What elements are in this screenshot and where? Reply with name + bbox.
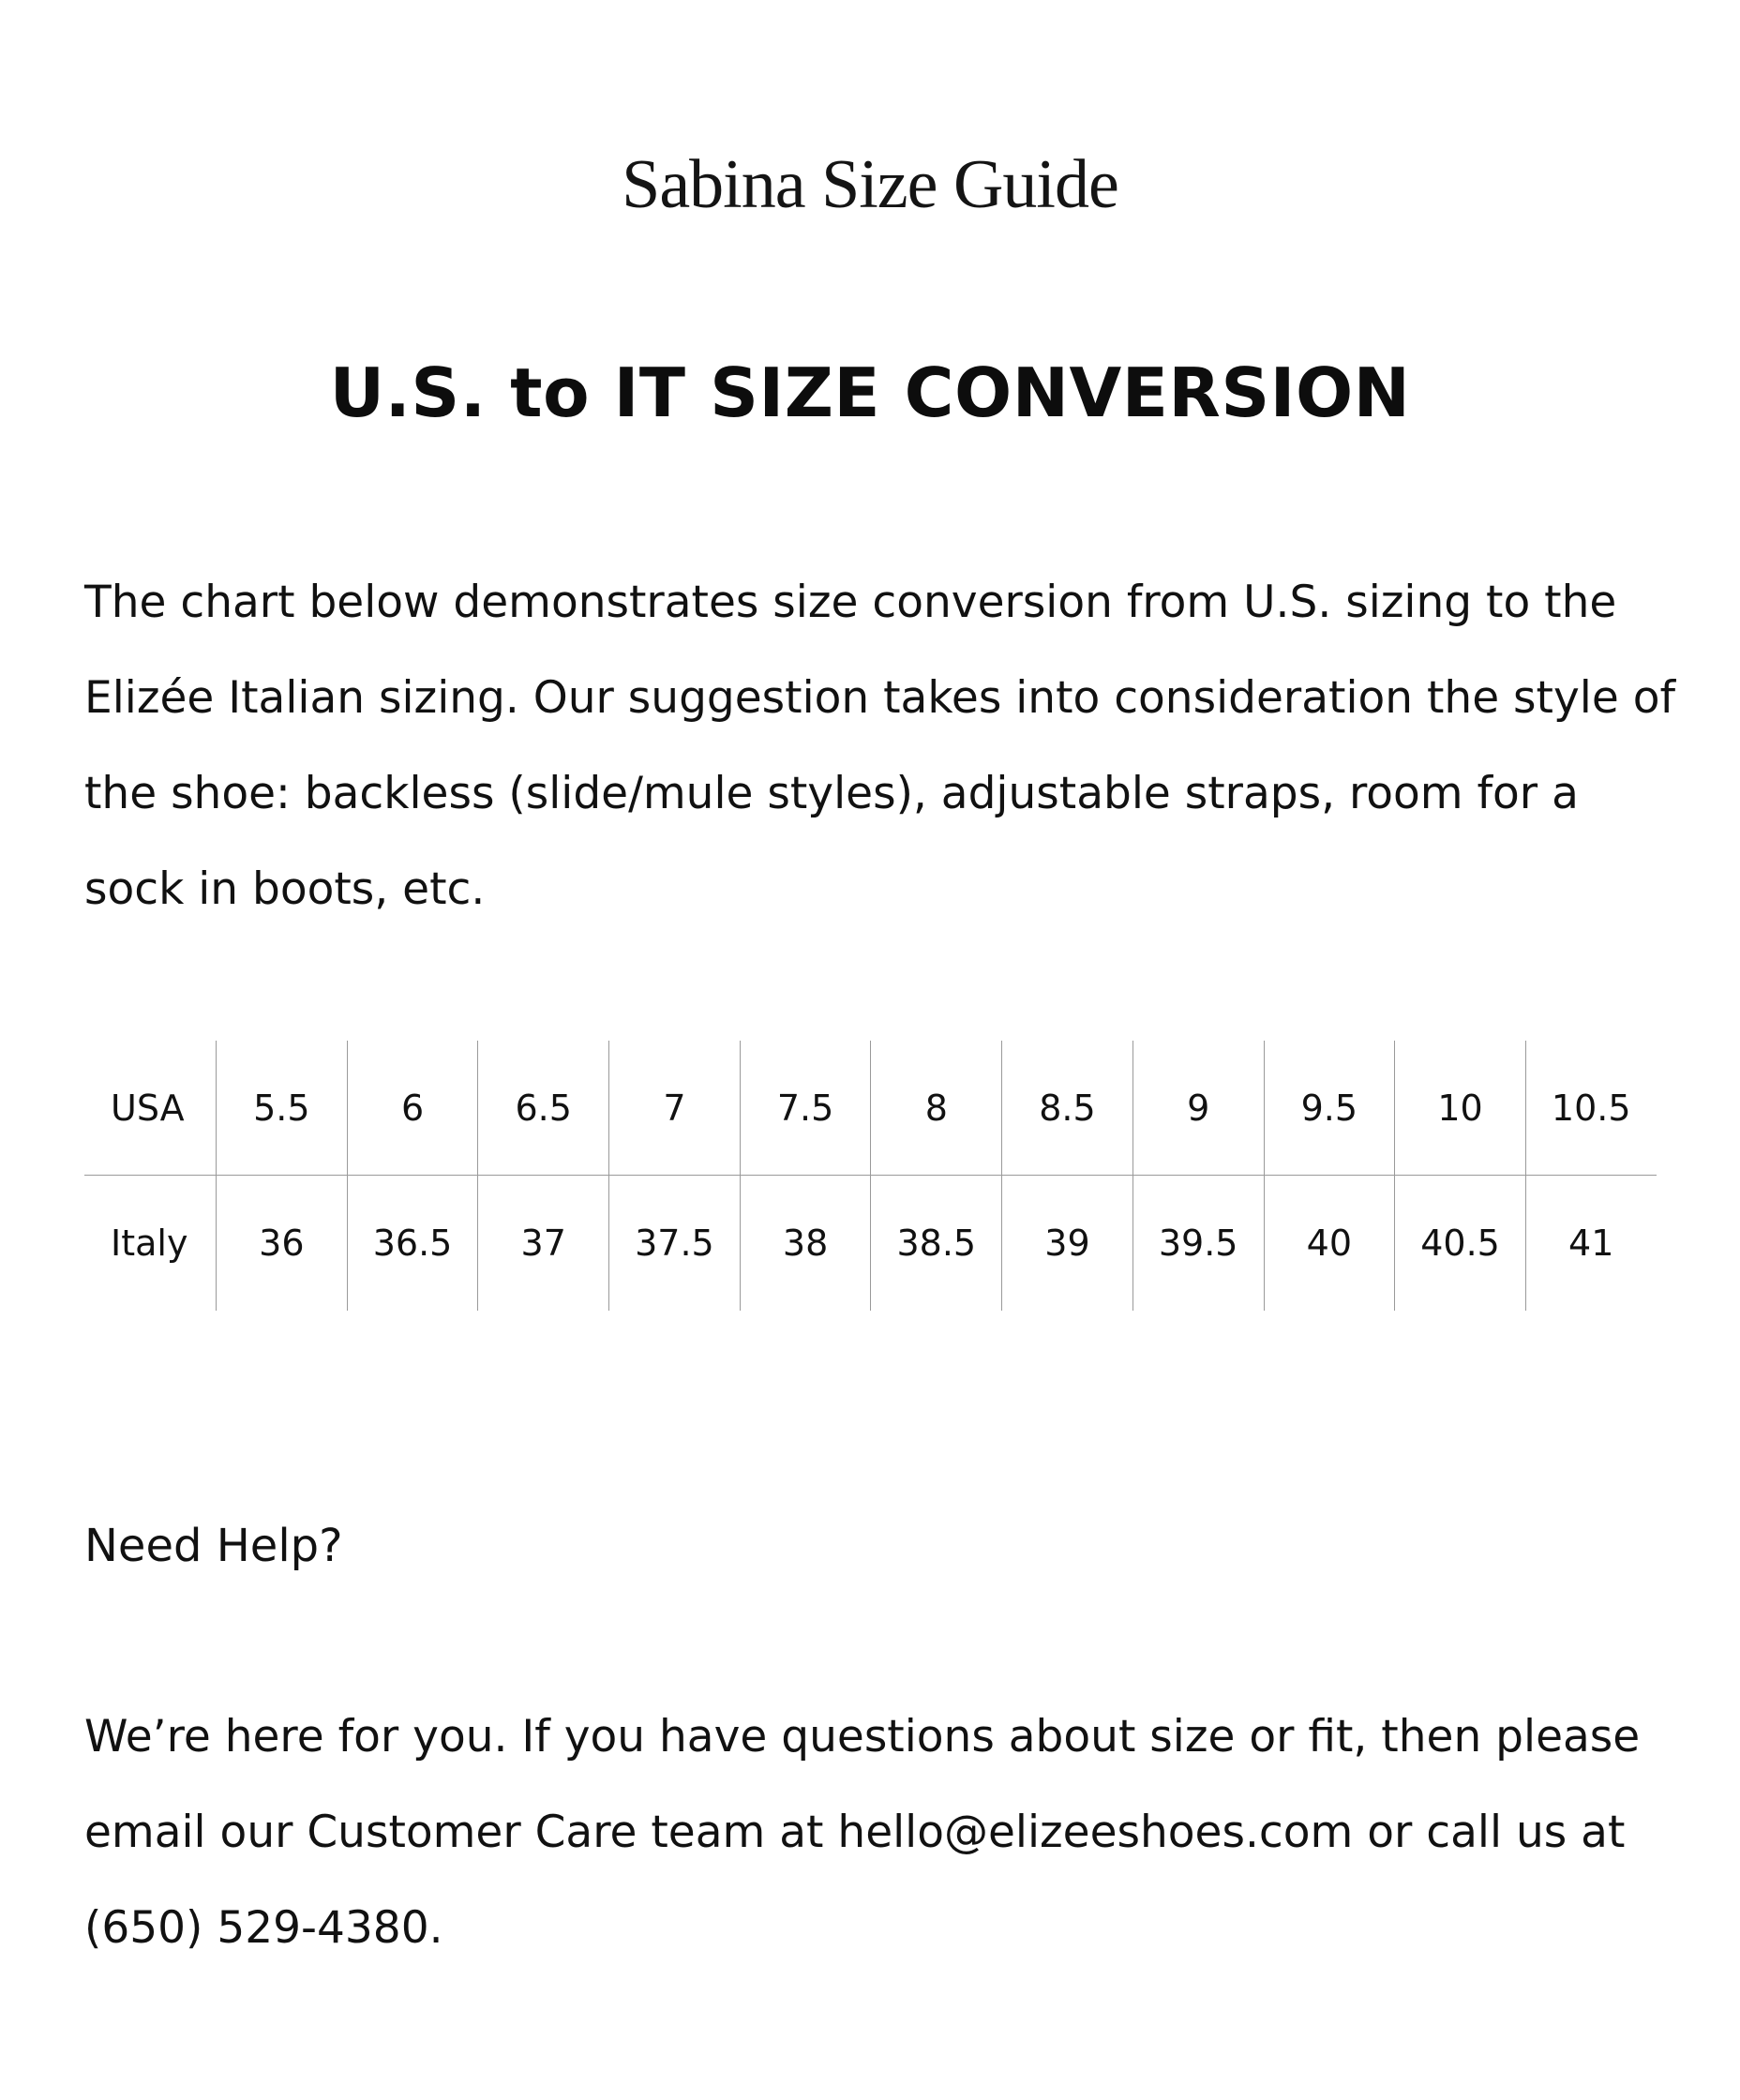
size-conversion-table [84,1041,1657,1311]
help-text-end: . [428,1902,443,1954]
intro-paragraph [84,555,1678,938]
usa-size-cell: 6.5 [477,1041,608,1176]
help-paragraph [84,1689,1697,1976]
usa-size-cell: 7 [608,1041,740,1176]
usa-size-cell: 7.5 [740,1041,871,1176]
italy-size-cell: 38 [740,1176,871,1311]
italy-size-cell: 39.5 [1132,1176,1264,1311]
table-row-italy [84,1176,1657,1311]
usa-size-cell: 6 [347,1041,478,1176]
italy-size-cell: 38.5 [870,1176,1001,1311]
row-label-italy: Italy [111,1222,188,1264]
italy-size-cell: 40.5 [1394,1176,1525,1311]
italy-size-cell: 36.5 [347,1176,478,1311]
usa-size-cell: 5.5 [216,1041,347,1176]
table-row-usa [84,1041,1657,1176]
italy-size-cell: 37 [477,1176,608,1311]
usa-size-cell: 8 [870,1041,1001,1176]
italy-size-cell: 37.5 [608,1176,740,1311]
help-text-middle: or call us at [1353,1807,1626,1858]
page-title: Sabina Size Guide [622,146,1118,223]
help-heading: Need Help? [84,1520,343,1572]
row-label-usa: USA [111,1088,185,1129]
usa-size-cell: 10.5 [1525,1041,1657,1176]
usa-size-cell: 10 [1394,1041,1525,1176]
conversion-heading: U.S. to IT SIZE CONVERSION [329,353,1411,432]
usa-size-cell: 9.5 [1264,1041,1395,1176]
email-link[interactable]: hello@elizeeshoes.com [837,1807,1354,1858]
italy-size-cell: 39 [1001,1176,1132,1311]
italy-size-cell: 36 [216,1176,347,1311]
usa-size-cell: 9 [1132,1041,1264,1176]
phone-link[interactable]: (650) 529-4380 [84,1902,429,1954]
intro-text: The chart below demonstrates size conversion from U.S. sizing to the Elizée Italian sizing. Our suggestion takes into consideration the style of the shoe: backless (slide/mule styles), adjustable straps, room for a sock in boots, etc. [84,577,1676,915]
help-text-intro: We’re here for you. If you have questions about size or fit, then please email our Customer Care team at [84,1711,1641,1858]
italy-size-cell: 40 [1264,1176,1395,1311]
italy-size-cell: 41 [1525,1176,1657,1311]
usa-size-cell: 8.5 [1001,1041,1132,1176]
